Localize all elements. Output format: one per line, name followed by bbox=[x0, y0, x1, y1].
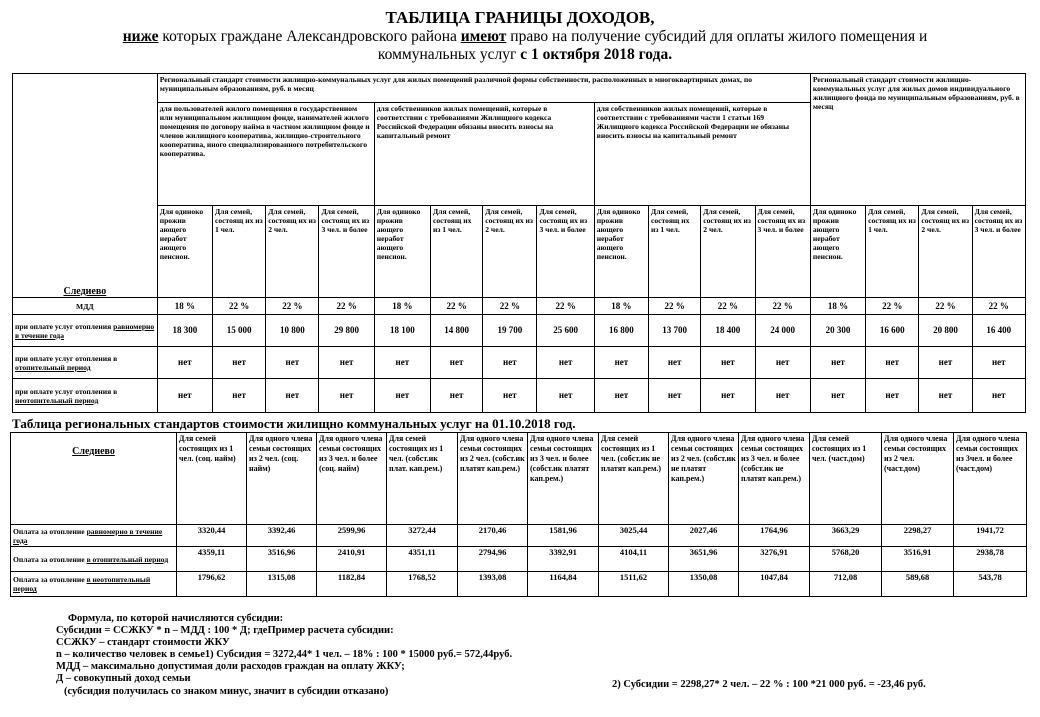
t2-cell: 1164,84 bbox=[528, 572, 599, 597]
t1-cell: 18 % bbox=[810, 298, 865, 315]
t2-row-label: Оплата за отопление в неотопительный период bbox=[11, 572, 177, 597]
word-below: ниже bbox=[122, 28, 159, 45]
t1-col-header: Для одиноко прожив ающего неработ ающего пенсион. bbox=[157, 206, 212, 298]
t1-cell: нет bbox=[483, 347, 537, 379]
t2-row bbox=[11, 525, 1027, 547]
t1-col-header: Для одиноко прожив ающего неработ ающего пенсион. bbox=[810, 206, 865, 298]
t1-row-label: при оплате услуг отопления равномерно в течение года bbox=[13, 315, 158, 347]
t2-cell: 1941,72 bbox=[954, 525, 1027, 547]
subtitle-rest: право на получение субсидий для оплаты жилого помещения и bbox=[506, 28, 928, 45]
t1-cell: 13 700 bbox=[649, 315, 701, 347]
t1-col-header: Для семей, состоящ их из 3 чел. и более bbox=[972, 206, 1025, 298]
t1-cell: 18 % bbox=[594, 298, 648, 315]
t2-cell: 3272,44 bbox=[387, 525, 458, 547]
formula-example2: 2) Субсидии = 2298,27* 2 чел. – 22 % : 100 *21 000 руб. = -23,46 руб. bbox=[612, 679, 926, 690]
t1-cell: 16 400 bbox=[972, 315, 1025, 347]
t2-cell: 2298,27 bbox=[882, 525, 954, 547]
t2-col-header: Для семей состоящих из 1 чел. (част.дом) bbox=[810, 433, 882, 525]
t1-cell: нет bbox=[212, 347, 265, 379]
t1-col-header: Для одиноко прожив ающего неработ ающего пенсион. bbox=[374, 206, 430, 298]
t1-cell: 19 700 bbox=[483, 315, 537, 347]
t2-cell: 2027,46 bbox=[669, 525, 739, 547]
t1-cell: нет bbox=[866, 347, 919, 379]
t2-col-header: Для одного члена семьи состоящих из 2 чел. (част.дом) bbox=[882, 433, 954, 525]
t1-sub-owners-pay: для собственников жилых помещений, которые в соответствии с требованиями Жилищного кодекса Российской Федерации обязаны вносить взносы на капитальный ремонт bbox=[374, 103, 594, 206]
t1-col-header: Для семей, состоящ их из 2 чел. bbox=[701, 206, 755, 298]
t1-cell: нет bbox=[972, 379, 1025, 413]
formula-ssjku: ССЖКУ – стандарт стоимости ЖКУ bbox=[56, 637, 230, 648]
t2-row bbox=[11, 572, 1027, 597]
t1-cell: нет bbox=[212, 379, 265, 413]
subtitle-mid: которых граждане Александровского района bbox=[158, 28, 461, 45]
t2-col-header: Для семей состоящих из 1 чел. (собст.ик плат. кап.рем.) bbox=[387, 433, 458, 525]
regional-standards-table bbox=[10, 432, 1027, 597]
t1-cell: нет bbox=[755, 379, 810, 413]
t1-row bbox=[13, 347, 1026, 379]
t1-cell: 16 600 bbox=[866, 315, 919, 347]
t1-cell: нет bbox=[430, 347, 482, 379]
t1-row-label: при оплате услуг отопления в неотопительный период bbox=[13, 379, 158, 413]
t2-col-header: Для одного члена семьи состоящих из 3чел. и более (част.дом) bbox=[954, 433, 1027, 525]
t2-cell: 589,68 bbox=[882, 572, 954, 597]
t1-cell: нет bbox=[755, 347, 810, 379]
income-limits-table bbox=[12, 73, 1026, 413]
t1-cell: 22 % bbox=[701, 298, 755, 315]
t2-col-header: Для одного члена семьи состоящих из 2 чел. (собст.ик не платят кап.рем.) bbox=[669, 433, 739, 525]
table2-title: Таблица региональных стандартов стоимости жилищно коммунальных услуг на 01.10.2018 год. bbox=[12, 416, 576, 431]
t2-cell: 1581,96 bbox=[528, 525, 599, 547]
t2-cell: 2938,78 bbox=[954, 547, 1027, 572]
t2-cell: 3516,91 bbox=[882, 547, 954, 572]
t1-cell: нет bbox=[701, 379, 755, 413]
t2-cell: 2794,96 bbox=[458, 547, 528, 572]
t2-cell: 2170,46 bbox=[458, 525, 528, 547]
t1-cell: нет bbox=[866, 379, 919, 413]
t1-cell: 22 % bbox=[537, 298, 594, 315]
t1-cell: 18 % bbox=[374, 298, 430, 315]
t1-sub-tenants: для пользователей жилого помещения в государственном или муниципальном жилищном фонде, нанимателей жилого помещения по договору найма в частном жилищном фонде и членов жилищного кооператива, жилищно-строительного кооператива, иного специализированного потребительского кооператива. bbox=[157, 103, 374, 206]
t2-col-header: Для семей состоящих из 1 чел. (соц. найм) bbox=[177, 433, 247, 525]
t1-cell: нет bbox=[649, 347, 701, 379]
t1-cell: 22 % bbox=[649, 298, 701, 315]
t2-cell: 1796,62 bbox=[177, 572, 247, 597]
t1-cell: нет bbox=[537, 347, 594, 379]
word-have: имеют bbox=[460, 28, 507, 45]
t1-cell: нет bbox=[810, 379, 865, 413]
t1-cell: нет bbox=[919, 379, 972, 413]
formula-mdd: МДД – максимально допустимая доли расходов граждан на оплату ЖКУ; bbox=[56, 661, 405, 672]
t1-cell: 22 % bbox=[483, 298, 537, 315]
page-title: ТАБЛИЦА ГРАНИЦЫ ДОХОДОВ, bbox=[385, 8, 655, 27]
t1-col-header: Для одиноко прожив ающего неработ ающего пенсион. bbox=[594, 206, 648, 298]
t2-col-header: Для одного члена семьи состоящих из 3 чел. и более (собст.ик не платят кап.рем.) bbox=[739, 433, 810, 525]
t1-cell: нет bbox=[266, 379, 319, 413]
t1-cell: 22 % bbox=[866, 298, 919, 315]
t1-cell: 18 400 bbox=[701, 315, 755, 347]
t2-cell: 1764,96 bbox=[739, 525, 810, 547]
t1-row bbox=[13, 315, 1026, 347]
t1-col-header: Для семей, состоящ их из 1 чел. bbox=[649, 206, 701, 298]
t2-col-header: Для одного члена семьи состоящих из 3 чел. и более (соц. найм) bbox=[317, 433, 387, 525]
t2-cell: 2599,96 bbox=[317, 525, 387, 547]
formula-title: Формула, по которой начисляются субсидии: bbox=[68, 613, 284, 624]
formula-income: Д – совокупный доход семьи bbox=[56, 673, 191, 684]
t2-cell: 3025,44 bbox=[599, 525, 669, 547]
t2-cell: 3516,96 bbox=[247, 547, 317, 572]
t1-cell: 29 800 bbox=[319, 315, 374, 347]
t2-cell: 4351,11 bbox=[387, 547, 458, 572]
t1-cell: нет bbox=[374, 347, 430, 379]
t1-cell: нет bbox=[810, 347, 865, 379]
t2-cell: 3392,91 bbox=[528, 547, 599, 572]
t2-cell: 543,78 bbox=[954, 572, 1027, 597]
t1-col-header: Для семей, состоящ их из 1 чел. bbox=[212, 206, 265, 298]
t1-col-header: Для семей, состоящ их из 1 чел. bbox=[866, 206, 919, 298]
t2-col-header: Для семей состоящих из 1 чел. (собст.ик не платят кап.рем.) bbox=[599, 433, 669, 525]
t1-row bbox=[13, 298, 1026, 315]
t1-cell: 22 % bbox=[212, 298, 265, 315]
t2-cell: 1047,84 bbox=[739, 572, 810, 597]
t2-cell: 3651,96 bbox=[669, 547, 739, 572]
t1-col-header: Для семей, состоящ их из 2 чел. bbox=[266, 206, 319, 298]
t1-col-header: Для семей, состоящ их из 1 чел. bbox=[430, 206, 482, 298]
page-subtitle bbox=[40, 28, 1010, 46]
t2-cell: 4104,11 bbox=[599, 547, 669, 572]
t1-col-header: Для семей, состоящ их из 3 чел. и более bbox=[537, 206, 594, 298]
t2-cell: 3320,44 bbox=[177, 525, 247, 547]
t2-cell: 1768,52 bbox=[387, 572, 458, 597]
t1-cell: 20 800 bbox=[919, 315, 972, 347]
t1-cell: 10 800 bbox=[266, 315, 319, 347]
t1-cell: нет bbox=[374, 379, 430, 413]
t1-row bbox=[13, 379, 1026, 413]
t2-col-header: Для одного члена семьи состоящих из 2 чел. (собст.ик платят кап.рем.) bbox=[458, 433, 528, 525]
t2-row bbox=[11, 547, 1027, 572]
t1-cell: 18 100 bbox=[374, 315, 430, 347]
t2-cell: 1393,08 bbox=[458, 572, 528, 597]
formula-n-example1: n – количество человек в семье1) Субсидия = 3272,44* 1 чел. – 18% : 100 * 15000 руб.= 572,44руб. bbox=[56, 649, 513, 660]
t1-cell: нет bbox=[972, 347, 1025, 379]
t1-cell: 22 % bbox=[319, 298, 374, 315]
page-subtitle-line3 bbox=[40, 46, 1010, 64]
t1-cell: 22 % bbox=[972, 298, 1025, 315]
subtitle-date: с 1 октября 2018 года. bbox=[520, 46, 673, 63]
t1-cell: 18 % bbox=[157, 298, 212, 315]
t1-cell: 22 % bbox=[266, 298, 319, 315]
t1-col-header: Для семей, состоящ их из 2 чел. bbox=[483, 206, 537, 298]
subtitle-line3-pre: коммунальных услуг bbox=[377, 46, 521, 63]
formula-line: Субсидии = ССЖКУ * n – МДД : 100 * Д; гдеПример расчета субсидии: bbox=[56, 625, 394, 636]
t1-cell: нет bbox=[319, 379, 374, 413]
t2-corner: Следиево bbox=[11, 433, 177, 525]
t1-cell: 15 000 bbox=[212, 315, 265, 347]
t2-cell: 1315,08 bbox=[247, 572, 317, 597]
t2-cell: 4359,11 bbox=[177, 547, 247, 572]
t1-cell: нет bbox=[157, 379, 212, 413]
t1-col-header: Для семей, состоящ их из 2 чел. bbox=[919, 206, 972, 298]
t2-col-header: Для одного члена семьи состоящих из 2 чел. (соц. найм) bbox=[247, 433, 317, 525]
t1-corner: Следиево bbox=[13, 74, 158, 298]
t1-cell: 24 000 bbox=[755, 315, 810, 347]
t1-cell: 16 800 bbox=[594, 315, 648, 347]
t2-cell: 2410,91 bbox=[317, 547, 387, 572]
t2-cell: 3276,91 bbox=[739, 547, 810, 572]
t1-cell: 22 % bbox=[430, 298, 482, 315]
t1-col-header: Для семей, состоящ их из 3 чел. и более bbox=[319, 206, 374, 298]
t1-cell: нет bbox=[594, 379, 648, 413]
t2-cell: 5768,20 bbox=[810, 547, 882, 572]
t1-sub-owners-nopay: для собственников жилых помещений, которые в соответствии с требованиями части 1 статьи 169 Жилищного кодекса Российской Федерации не обязаны вносить взносы на капитальный ремонт bbox=[594, 103, 810, 206]
t2-cell: 1350,08 bbox=[669, 572, 739, 597]
t1-cell: 22 % bbox=[919, 298, 972, 315]
t1-cell: 25 600 bbox=[537, 315, 594, 347]
t1-cell: нет bbox=[919, 347, 972, 379]
t1-cell: нет bbox=[649, 379, 701, 413]
t2-cell: 3663,29 bbox=[810, 525, 882, 547]
t2-row-label: Оплата за отопление равномерно в течение года bbox=[11, 525, 177, 547]
t1-col-header: Для семей, состоящ их из 3 чел. и более bbox=[755, 206, 810, 298]
t2-cell: 712,08 bbox=[810, 572, 882, 597]
t1-group-apartments: Региональный стандарт стоимости жилищно-коммунальных услуг для жилых помещений различной формы собственности, расположенных в многоквартирных домах, по муниципальным образованиям, руб. в месяц bbox=[157, 74, 810, 103]
t1-group-houses: Региональный стандарт стоимости жилищно-коммунальных услуг для жилых домов индивидуального жилищного фонда по муниципальным образованиям, руб. в месяц bbox=[810, 74, 1025, 206]
t1-cell: 18 300 bbox=[157, 315, 212, 347]
t1-cell: нет bbox=[594, 347, 648, 379]
t1-cell: нет bbox=[483, 379, 537, 413]
t2-cell: 1511,62 bbox=[599, 572, 669, 597]
t2-cell: 1182,84 bbox=[317, 572, 387, 597]
t1-cell: 14 800 bbox=[430, 315, 482, 347]
t1-cell: нет bbox=[266, 347, 319, 379]
t1-row-label: при оплате услуг отопления в отопительный период bbox=[13, 347, 158, 379]
t1-cell: нет bbox=[430, 379, 482, 413]
t1-cell: 22 % bbox=[755, 298, 810, 315]
formula-note: (субсидия получилась со знаком минус, значит в субсидии отказано) bbox=[64, 686, 389, 697]
t1-cell: нет bbox=[701, 347, 755, 379]
t2-col-header: Для одного члена семьи состоящих из 3 чел. и более (собст.ик платят кап.рем.) bbox=[528, 433, 599, 525]
t1-row-label: МДД bbox=[13, 298, 158, 315]
t2-cell: 3392,46 bbox=[247, 525, 317, 547]
t1-cell: нет bbox=[157, 347, 212, 379]
t1-cell: нет bbox=[537, 379, 594, 413]
t2-row-label: Оплата за отопление в отопительный период bbox=[11, 547, 177, 572]
t1-cell: нет bbox=[319, 347, 374, 379]
t1-cell: 20 300 bbox=[810, 315, 865, 347]
